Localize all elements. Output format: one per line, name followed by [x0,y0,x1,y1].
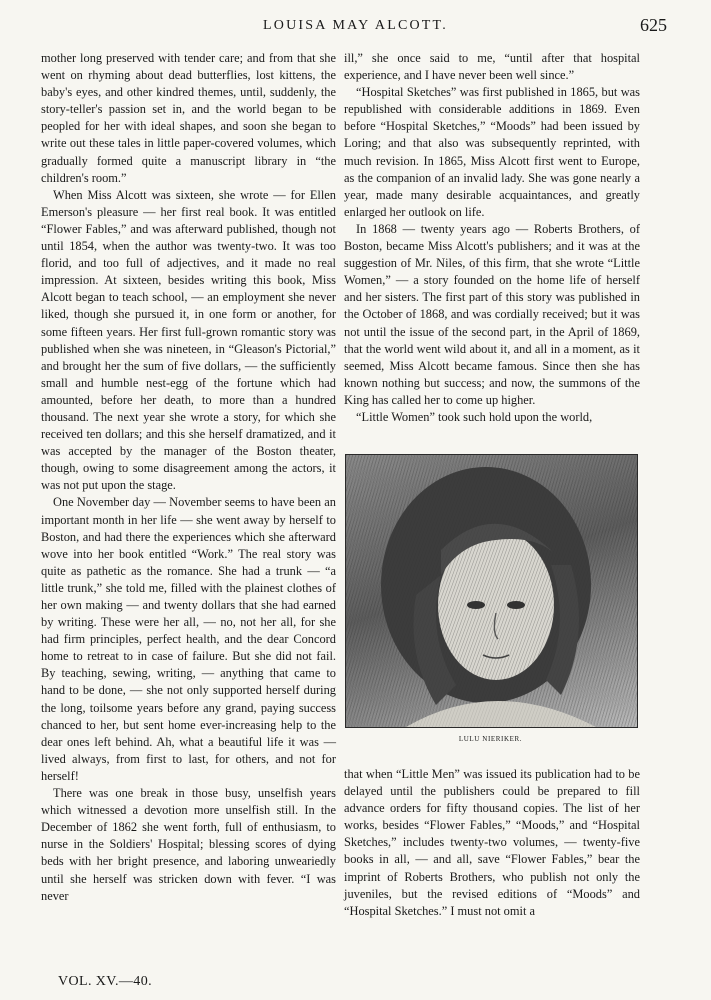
paragraph: ill,” she once said to me, “until after that hospital experience, and I have never been well since.” [344,51,640,83]
paragraph: One November day — November seems to have been an important month in her life — she went away by herself to Boston, and had there the experiences which she afterward wove into her book entitled “Work.” The real story was quite as pathetic as the romance. She had a trunk — “a little trunk,” she told me, filled with the plainest clothes of her own making — and twenty dollars that she had earned by writing. These were her all, — no, not her all, for she had firm principles, perfect health, and the dear Concord home to retreat to in case of failure. But she did not fail. By teaching, sewing, writing, — anything that came to hand to be done, — she not only supported herself during the long, toilsome years before any grand, paying success chanced to her, but sent home ever-increasing help to the dear ones left behind. Ah, what a beautiful life it was — lived always, from first to last, for others, and not for herself! [41,495,336,783]
right-column-top [344,50,640,426]
paragraph: When Miss Alcott was sixteen, she wrote — for Ellen Emerson's pleasure — her first real book. It was entitled “Flower Fables,” and was afterward published, though not until 1854, when the author was twenty-two. It was too florid, and too full of adjectives, and it made no real impression. At sixteen, besides writing this book, Miss Alcott began to teach school, — an employment she never liked, though she pursued it, in one form or another, for some fifteen years. Her first full-grown romantic story was published when she was nineteen, in “Gleason's Pictorial,” and brought her the sum of five dollars, — the sufficiently small and humble nest-egg of the fortune which had amounted, before her death, to more than a hundred thousand. The next year she wrote a story, for which she received ten dollars; and this she herself dramatized, and it was accepted by the manager of the Boston theater, though, owing to some disagreement among the actors, it was not put upon the stage. [41,187,336,493]
paragraph: In 1868 — twenty years ago — Roberts Brothers, of Boston, became Miss Alcott's publishers; and it was at the suggestion of Mr. Niles, of this firm, that she wrote “Little Women,” — a story founded on the home life of herself and her sisters. The first part of this story was published in the October of 1868, and was cordially received; but it was not until the issue of the second part, in the April of 1869, that the world went wild about it, and all in a moment, as it seemed, Miss Alcott became famous. Since then she has known nothing but success; and now, the summons of the King has called her to come up higher. [344,221,640,407]
paragraph: “Hospital Sketches” was first published in 1865, but was republished with considerable additions in 1869. Even before “Hospital Sketches,” “Moods” had been issued by Loring; and that also was subsequently reprinted, with much revision. In 1865, Miss Alcott first went to Europe, as the companion of an invalid lady. She was gone nearly a year, made many desirable acquaintances, and greatly enlarged her outlook on life. [344,85,640,219]
figure-caption: LULU NIERIKER. [458,735,523,743]
portrait-engraving [345,454,638,728]
right-column-bottom [344,766,640,920]
left-column [41,50,336,905]
paragraph: that when “Little Men” was issued its publication had to be delayed until the publishers could be prepared to fill advance orders for fifty thousand copies. The list of her works, besides “Flower Fables,” “Moods,” and “Hospital Sketches,” includes twenty-two volumes, — twenty-five books in all, — and all, save “Flower Fables,” bear the imprint of Roberts Brothers, who publish not only the juveniles, but the revised editions of “Moods” and “Hospital Sketches.” I must not omit a [344,767,640,918]
paragraph: mother long preserved with tender care; and from that she went on rhyming about dead butterflies, lost kittens, the baby's eyes, and other kindred themes, until, suddenly, the story-teller's passion set in, and the world began to be peopled for her with ideal shapes, and soon she began to write out these tales in little paper-covered volumes, which gradually formed quite a manuscript library in “the children's room.” [41,51,336,185]
paragraph: “Little Women” took such hold upon the world, [356,409,593,424]
paragraph: There was one break in those busy, unselfish years which witnessed a devotion more unselfish still. In the December of 1862 she went forth, full of enthusiasm, to nurse in the Soldiers' Hospital; blessing scores of dying beds with her bright presence, and laboring unweariedly until she herself was stricken down with fever. “I was never [41,786,336,903]
volume-signature: VOL. XV.—40. [58,974,152,989]
portrait-image [346,455,637,727]
running-header-title: LOUISA MAY ALCOTT. [263,18,448,33]
page-number: 625 [640,15,667,35]
